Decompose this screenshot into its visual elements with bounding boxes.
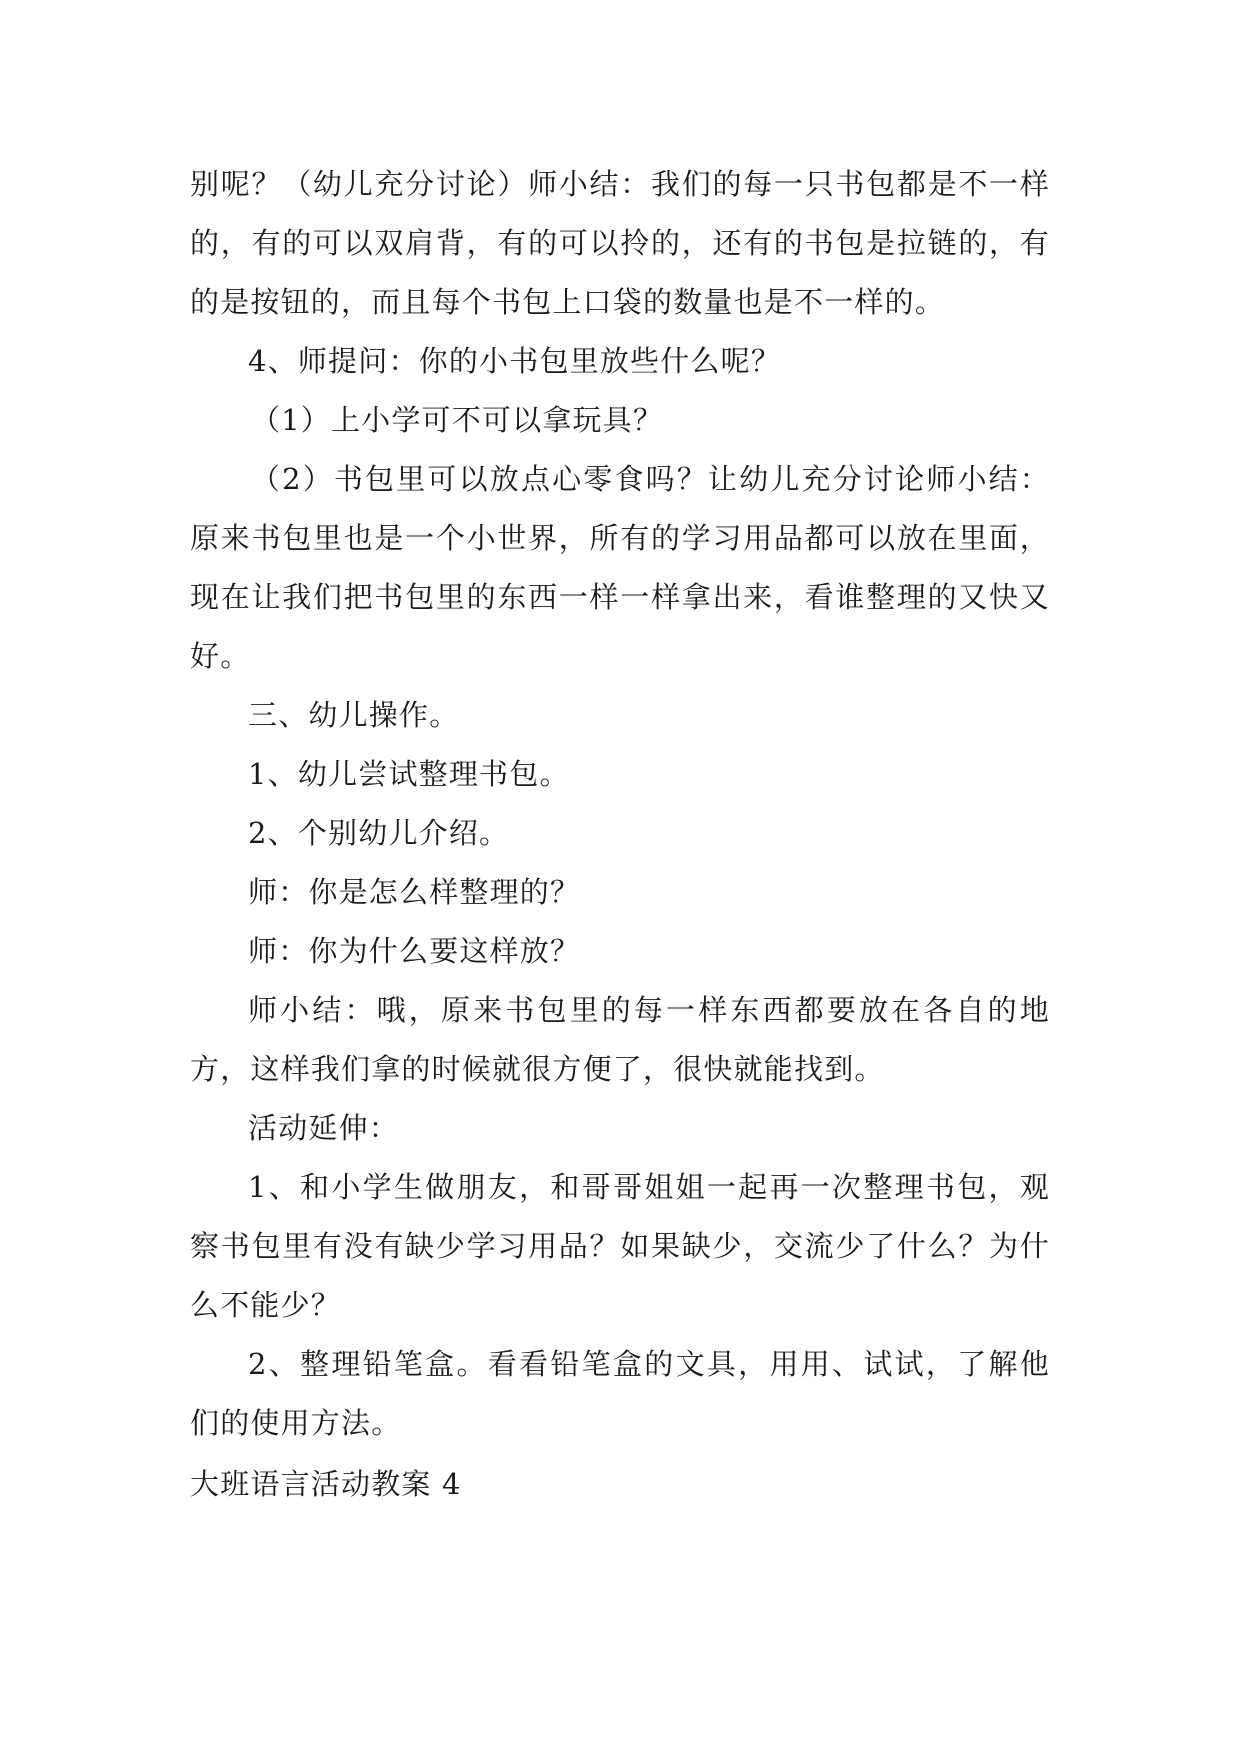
paragraph-question-4: 4、师提问：你的小书包里放些什么呢？ <box>248 344 782 378</box>
paragraph-extension-1: 1、和小学生做朋友，和哥哥姐姐一起再一次整理书包，观察书包里有没有缺少学习用品？如果缺少，交流少了什么？为什么不能少？ <box>190 1170 1050 1322</box>
paragraph-continuation: 别呢？（幼儿充分讨论）师小结：我们的每一只书包都是不一样的，有的可以双肩背，有的可以拎的，还有的书包是拉链的，有的是按钮的，而且每个书包上口袋的数量也是不一样的。 <box>190 167 1050 319</box>
document-page <box>190 155 1050 1514</box>
paragraph-subquestion-2: （2）书包里可以放点心零食吗？让幼儿充分讨论师小结：原来书包里也是一个小世界，所有的学习用品都可以放在里面，现在让我们把书包里的东西一样一样拿出来，看谁整理的又快又好。 <box>190 462 1050 673</box>
paragraph-teacher-summary: 师小结：哦，原来书包里的每一样东西都要放在各自的地方，这样我们拿的时候就很方便了，很快就能找到。 <box>190 993 1050 1086</box>
paragraph-section-3: 三、幼儿操作。 <box>248 698 460 732</box>
paragraph-extension-title: 活动延伸： <box>248 1111 400 1145</box>
section-heading: 大班语言活动教案 4 <box>190 1467 462 1501</box>
paragraph-teacher-q2: 师：你为什么要这样放？ <box>248 934 581 968</box>
paragraph-step-2: 2、个别幼儿介绍。 <box>248 816 510 850</box>
paragraph-step-1: 1、幼儿尝试整理书包。 <box>248 757 570 791</box>
paragraph-subquestion-1: （1）上小学可不可以拿玩具？ <box>250 403 664 437</box>
paragraph-extension-2: 2、整理铅笔盒。看看铅笔盒的文具，用用、试试，了解他们的使用方法。 <box>190 1347 1050 1440</box>
paragraph-teacher-q1: 师：你是怎么样整理的？ <box>248 875 581 909</box>
